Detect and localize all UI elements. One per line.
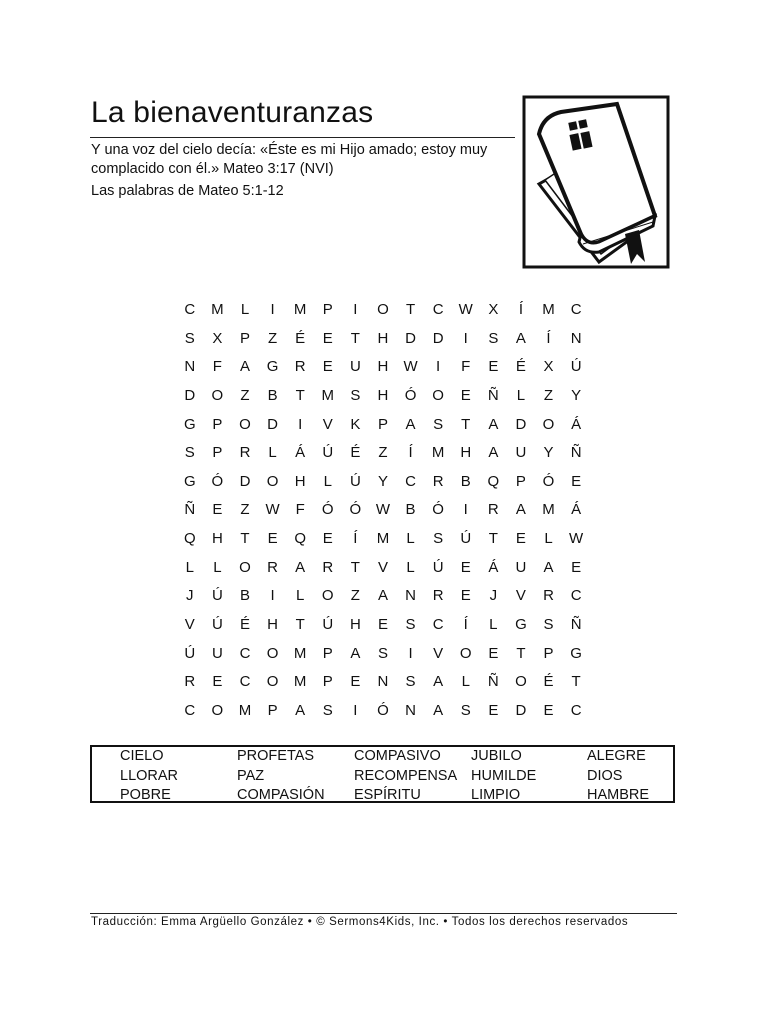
grid-letter: Q bbox=[183, 530, 196, 548]
grid-letter: I bbox=[408, 644, 413, 662]
grid-letter: A bbox=[350, 644, 361, 662]
grid-letter: Ñ bbox=[487, 386, 499, 404]
word-item: PAZ bbox=[237, 767, 265, 784]
grid-letter: P bbox=[515, 472, 526, 490]
grid-letter: R bbox=[294, 358, 306, 376]
grid-letter: M bbox=[542, 301, 555, 318]
grid-letter: C bbox=[405, 472, 416, 490]
grid-letter: S bbox=[543, 616, 554, 634]
grid-letter: M bbox=[293, 301, 307, 318]
grid-letter: G bbox=[570, 644, 582, 662]
grid-letter: Í bbox=[353, 530, 358, 548]
grid-letter: Ú bbox=[322, 616, 334, 634]
grid-letter: O bbox=[321, 587, 334, 605]
grid-letter: D bbox=[239, 472, 251, 490]
grid-letter: E bbox=[350, 673, 361, 691]
grid-letter: H bbox=[211, 530, 223, 548]
grid-letter: G bbox=[183, 415, 196, 433]
grid-letter: D bbox=[515, 701, 527, 719]
grid-letter: P bbox=[377, 415, 388, 433]
grid-letter: U bbox=[515, 444, 527, 462]
grid-letter: T bbox=[488, 530, 498, 548]
grid-letter: E bbox=[488, 701, 499, 719]
grid-letter: U bbox=[211, 644, 223, 662]
grid-letter: Z bbox=[378, 444, 388, 462]
grid-letter: Ó bbox=[404, 386, 417, 404]
grid-letter: S bbox=[322, 701, 333, 719]
grid-letter: P bbox=[322, 644, 333, 662]
grid-letter: Ú bbox=[211, 587, 223, 605]
worksheet-title: La bienaventuranzas bbox=[91, 96, 374, 129]
grid-letter: A bbox=[377, 587, 388, 605]
grid-letter: M bbox=[431, 444, 445, 462]
grid-letter: L bbox=[185, 558, 194, 576]
grid-letter: I bbox=[298, 415, 303, 433]
grid-letter: E bbox=[488, 644, 499, 662]
grid-letter: O bbox=[515, 673, 527, 691]
grid-letter: D bbox=[184, 386, 196, 404]
grid-letter: P bbox=[322, 301, 333, 318]
grid-letter: Ñ bbox=[570, 616, 582, 634]
grid-letter: O bbox=[459, 644, 472, 662]
grid-letter: O bbox=[239, 415, 251, 433]
grid-letter: P bbox=[267, 701, 278, 719]
bible-icon bbox=[521, 94, 671, 270]
grid-letter: M bbox=[376, 530, 390, 548]
grid-letter: V bbox=[433, 644, 444, 662]
grid-letter: Í bbox=[546, 329, 551, 347]
grid-letter: X bbox=[543, 358, 554, 376]
grid-letter: H bbox=[267, 616, 278, 634]
grid-letter: É bbox=[515, 358, 526, 376]
grid-letter: E bbox=[488, 358, 499, 376]
word-item: LIMPIO bbox=[471, 787, 521, 803]
grid-letter: L bbox=[516, 386, 526, 404]
word-item: POBRE bbox=[120, 787, 171, 803]
grid-letter: Í bbox=[463, 616, 468, 634]
grid-letter: V bbox=[377, 558, 388, 576]
grid-letter: Ñ bbox=[487, 673, 499, 691]
grid-letter: M bbox=[542, 501, 555, 519]
grid-letter: Ú bbox=[184, 644, 196, 662]
grid-letter: E bbox=[322, 329, 333, 347]
grid-letter: H bbox=[460, 444, 472, 462]
grid-letter: N bbox=[570, 329, 582, 347]
word-item: COMPASIVO bbox=[354, 748, 441, 764]
grid-letter: É bbox=[350, 444, 361, 462]
grid-letter: C bbox=[184, 301, 196, 318]
grid-letter: R bbox=[184, 673, 196, 691]
word-item: ALEGRE bbox=[587, 748, 646, 764]
grid-letter: W bbox=[569, 530, 584, 548]
grid-letter: C bbox=[239, 644, 251, 662]
grid-letter: Z bbox=[350, 587, 360, 605]
grid-letter: S bbox=[184, 329, 195, 347]
grid-letter: C bbox=[239, 673, 251, 691]
grid-letter: A bbox=[405, 415, 416, 433]
grid-letter: R bbox=[267, 558, 278, 576]
grid-letter: S bbox=[377, 644, 388, 662]
grid-letter: R bbox=[432, 472, 444, 490]
grid-letter: C bbox=[184, 701, 196, 719]
grid-letter: Á bbox=[295, 444, 306, 462]
grid-letter: E bbox=[212, 673, 223, 691]
grid-letter: M bbox=[293, 673, 307, 691]
grid-letter: Q bbox=[294, 530, 306, 548]
grid-letter: Ú bbox=[432, 558, 444, 576]
grid-letter: F bbox=[212, 358, 222, 376]
grid-letter: O bbox=[266, 472, 279, 490]
grid-letter: I bbox=[353, 301, 358, 318]
grid-letter: F bbox=[295, 501, 305, 519]
grid-letter: W bbox=[265, 501, 280, 519]
grid-letter: L bbox=[544, 530, 553, 548]
footer-credits: Traducción: Emma Argüello González • © Sermons4Kids, Inc. • Todos los derechos reservados bbox=[91, 916, 629, 928]
grid-letter: O bbox=[377, 301, 389, 318]
title-rule bbox=[90, 137, 515, 138]
grid-letter: B bbox=[239, 587, 250, 605]
footer-rule bbox=[90, 913, 677, 914]
grid-letter: S bbox=[488, 329, 499, 347]
grid-letter: B bbox=[460, 472, 471, 490]
grid-letter: E bbox=[515, 530, 526, 548]
grid-letter: A bbox=[433, 701, 444, 719]
grid-letter: W bbox=[403, 358, 418, 376]
grid-letter: Z bbox=[267, 329, 278, 347]
grid-letter: K bbox=[350, 415, 361, 433]
grid-letter: M bbox=[293, 644, 307, 662]
grid-letter: O bbox=[211, 701, 224, 719]
grid-letter: Á bbox=[488, 558, 499, 576]
grid-letter: V bbox=[184, 616, 195, 634]
grid-letter: Ñ bbox=[570, 444, 582, 462]
grid-letter: S bbox=[350, 386, 361, 404]
grid-letter: C bbox=[570, 301, 582, 318]
grid-letter: T bbox=[350, 558, 360, 576]
grid-letter: N bbox=[184, 358, 196, 376]
grid-letter: G bbox=[266, 358, 279, 376]
grid-letter: É bbox=[295, 329, 306, 347]
grid-letter: A bbox=[295, 701, 306, 719]
grid-letter: W bbox=[458, 301, 473, 318]
scripture-reference: Las palabras de Mateo 5:1-12 bbox=[91, 183, 284, 199]
word-item: HAMBRE bbox=[587, 787, 650, 803]
grid-letter: S bbox=[433, 415, 444, 433]
grid-letter: H bbox=[349, 616, 361, 634]
word-item: JUBILO bbox=[471, 748, 522, 764]
grid-letter: E bbox=[571, 472, 582, 490]
grid-letter: R bbox=[432, 587, 444, 605]
grid-letter: Ú bbox=[322, 444, 334, 462]
grid-letter: L bbox=[296, 587, 305, 605]
grid-letter: Z bbox=[240, 501, 250, 519]
grid-letter: I bbox=[270, 587, 275, 605]
grid-letter: J bbox=[489, 587, 498, 605]
grid-letter: E bbox=[212, 501, 223, 519]
grid-letter: Ó bbox=[211, 472, 224, 490]
grid-letter: I bbox=[463, 501, 468, 519]
grid-letter: L bbox=[323, 472, 332, 490]
grid-letter: S bbox=[184, 444, 195, 462]
word-item: COMPASIÓN bbox=[237, 787, 325, 803]
grid-letter: D bbox=[405, 329, 416, 347]
grid-letter: L bbox=[213, 558, 222, 576]
grid-letter: X bbox=[212, 329, 223, 347]
grid-letter: A bbox=[515, 501, 526, 519]
grid-letter: O bbox=[266, 673, 279, 691]
grid-letter: T bbox=[240, 530, 250, 548]
grid-letter: L bbox=[406, 530, 415, 548]
grid-letter: M bbox=[321, 386, 335, 404]
grid-letter: Ú bbox=[460, 530, 472, 548]
grid-letter: J bbox=[186, 587, 194, 605]
grid-letter: I bbox=[463, 329, 468, 347]
grid-letter: Q bbox=[487, 472, 500, 490]
grid-letter: A bbox=[239, 358, 250, 376]
grid-letter: B bbox=[405, 501, 416, 519]
grid-letter: C bbox=[432, 616, 444, 634]
grid-letter: B bbox=[267, 386, 278, 404]
grid-letter: U bbox=[515, 558, 527, 576]
grid-letter: Ó bbox=[349, 501, 362, 519]
word-item: PROFETAS bbox=[237, 748, 315, 764]
grid-letter: M bbox=[211, 301, 224, 318]
grid-letter: N bbox=[405, 701, 416, 719]
grid-letter: Ó bbox=[321, 501, 334, 519]
grid-letter: H bbox=[377, 358, 389, 376]
grid-letter: P bbox=[212, 444, 223, 462]
grid-letter: P bbox=[322, 673, 333, 691]
word-list bbox=[120, 747, 687, 806]
grid-letter: E bbox=[377, 616, 388, 634]
grid-letter: P bbox=[543, 644, 554, 662]
grid-letter: Ú bbox=[349, 472, 361, 490]
grid-letter: A bbox=[295, 558, 306, 576]
grid-letter: P bbox=[212, 415, 223, 433]
grid-letter: E bbox=[460, 558, 471, 576]
grid-letter: S bbox=[433, 530, 444, 548]
grid-letter: Í bbox=[518, 301, 523, 318]
grid-letter: Z bbox=[240, 386, 250, 404]
grid-letter: A bbox=[543, 558, 554, 576]
grid-letter: A bbox=[488, 415, 499, 433]
grid-letter: X bbox=[488, 301, 499, 318]
grid-letter: R bbox=[543, 587, 554, 605]
grid-letter: O bbox=[239, 558, 251, 576]
grid-letter: T bbox=[516, 644, 526, 662]
grid-letter: Ñ bbox=[184, 501, 196, 519]
grid-letter: W bbox=[375, 501, 391, 519]
grid-letter: T bbox=[295, 616, 305, 634]
grid-letter: L bbox=[406, 558, 415, 576]
word-list-box bbox=[90, 745, 675, 803]
grid-letter: Ó bbox=[377, 701, 389, 719]
grid-letter: O bbox=[211, 386, 224, 404]
grid-letter: Ú bbox=[211, 616, 223, 634]
grid-letter: L bbox=[268, 444, 277, 462]
grid-letter: H bbox=[294, 472, 306, 490]
grid-letter: O bbox=[542, 415, 555, 433]
grid-letter: T bbox=[295, 386, 305, 404]
grid-letter: S bbox=[405, 673, 416, 691]
grid-letter: Z bbox=[543, 386, 554, 404]
grid-letter: R bbox=[239, 444, 251, 462]
grid-letter: Y bbox=[571, 386, 582, 404]
grid-letter: L bbox=[240, 301, 250, 318]
grid-letter: V bbox=[322, 415, 333, 433]
grid-letter: Ó bbox=[542, 472, 555, 490]
word-item: DIOS bbox=[587, 767, 623, 784]
grid-letter: H bbox=[377, 386, 389, 404]
grid-letter: Í bbox=[408, 444, 413, 462]
word-item: CIELO bbox=[120, 748, 164, 764]
grid-letter: É bbox=[239, 616, 250, 634]
grid-letter: N bbox=[377, 673, 389, 691]
grid-letter: T bbox=[405, 301, 416, 318]
grid-letter: I bbox=[353, 701, 358, 719]
grid-letter: T bbox=[350, 329, 360, 347]
grid-letter: É bbox=[543, 673, 554, 691]
grid-letter: Á bbox=[571, 415, 582, 433]
grid-letter: Á bbox=[571, 501, 582, 519]
grid-letter: I bbox=[436, 358, 441, 376]
grid-letter: L bbox=[489, 616, 498, 634]
grid-letter: S bbox=[460, 701, 471, 719]
grid-letter: C bbox=[570, 587, 582, 605]
grid-letter: E bbox=[571, 558, 582, 576]
grid-letter: V bbox=[515, 587, 526, 605]
grid-letter: O bbox=[266, 644, 279, 662]
grid-letter: T bbox=[461, 415, 471, 433]
grid-letter: E bbox=[460, 386, 471, 404]
grid-letter: S bbox=[405, 616, 416, 634]
grid-letter: A bbox=[433, 673, 444, 691]
grid-letter: O bbox=[432, 386, 444, 404]
grid-letter: R bbox=[322, 558, 334, 576]
grid-letter: T bbox=[571, 673, 581, 691]
grid-letter: P bbox=[239, 329, 250, 347]
grid-letter: D bbox=[515, 415, 527, 433]
grid-letter: E bbox=[322, 530, 333, 548]
grid-letter: M bbox=[238, 701, 252, 719]
grid-letter: F bbox=[461, 358, 471, 376]
grid-letter: Y bbox=[377, 472, 388, 490]
grid-letter: E bbox=[322, 358, 333, 376]
grid-letter: A bbox=[515, 329, 526, 347]
grid-letter: E bbox=[267, 530, 278, 548]
word-item: HUMILDE bbox=[471, 767, 537, 784]
grid-letter: Y bbox=[543, 444, 554, 462]
grid-letter: R bbox=[487, 501, 499, 519]
grid-letter: A bbox=[488, 444, 499, 462]
word-item: LLORAR bbox=[120, 767, 179, 784]
grid-letter: U bbox=[349, 358, 361, 376]
grid-letter: G bbox=[515, 616, 527, 634]
grid-letter: E bbox=[543, 701, 554, 719]
grid-letter: E bbox=[460, 587, 471, 605]
grid-letter: H bbox=[377, 329, 389, 347]
grid-letter: Ó bbox=[432, 501, 444, 519]
grid-letter: N bbox=[405, 587, 416, 605]
grid-letter: G bbox=[183, 472, 196, 490]
verse-text: Y una voz del cielo decía: «Éste es mi Hijo amado; estoy muy complacido con él.» Mateo 3:17 (NVI) bbox=[91, 142, 488, 177]
grid-letter: C bbox=[432, 301, 444, 318]
word-search-grid bbox=[176, 296, 590, 726]
word-item: RECOMPENSA bbox=[354, 767, 458, 784]
grid-letter: I bbox=[270, 301, 275, 318]
grid-letter: D bbox=[432, 329, 444, 347]
grid-letter: C bbox=[570, 701, 582, 719]
grid-letter: D bbox=[267, 415, 278, 433]
grid-letter: L bbox=[461, 673, 470, 691]
word-item: ESPÍRITU bbox=[354, 787, 421, 803]
grid-letter: Ú bbox=[570, 358, 582, 376]
